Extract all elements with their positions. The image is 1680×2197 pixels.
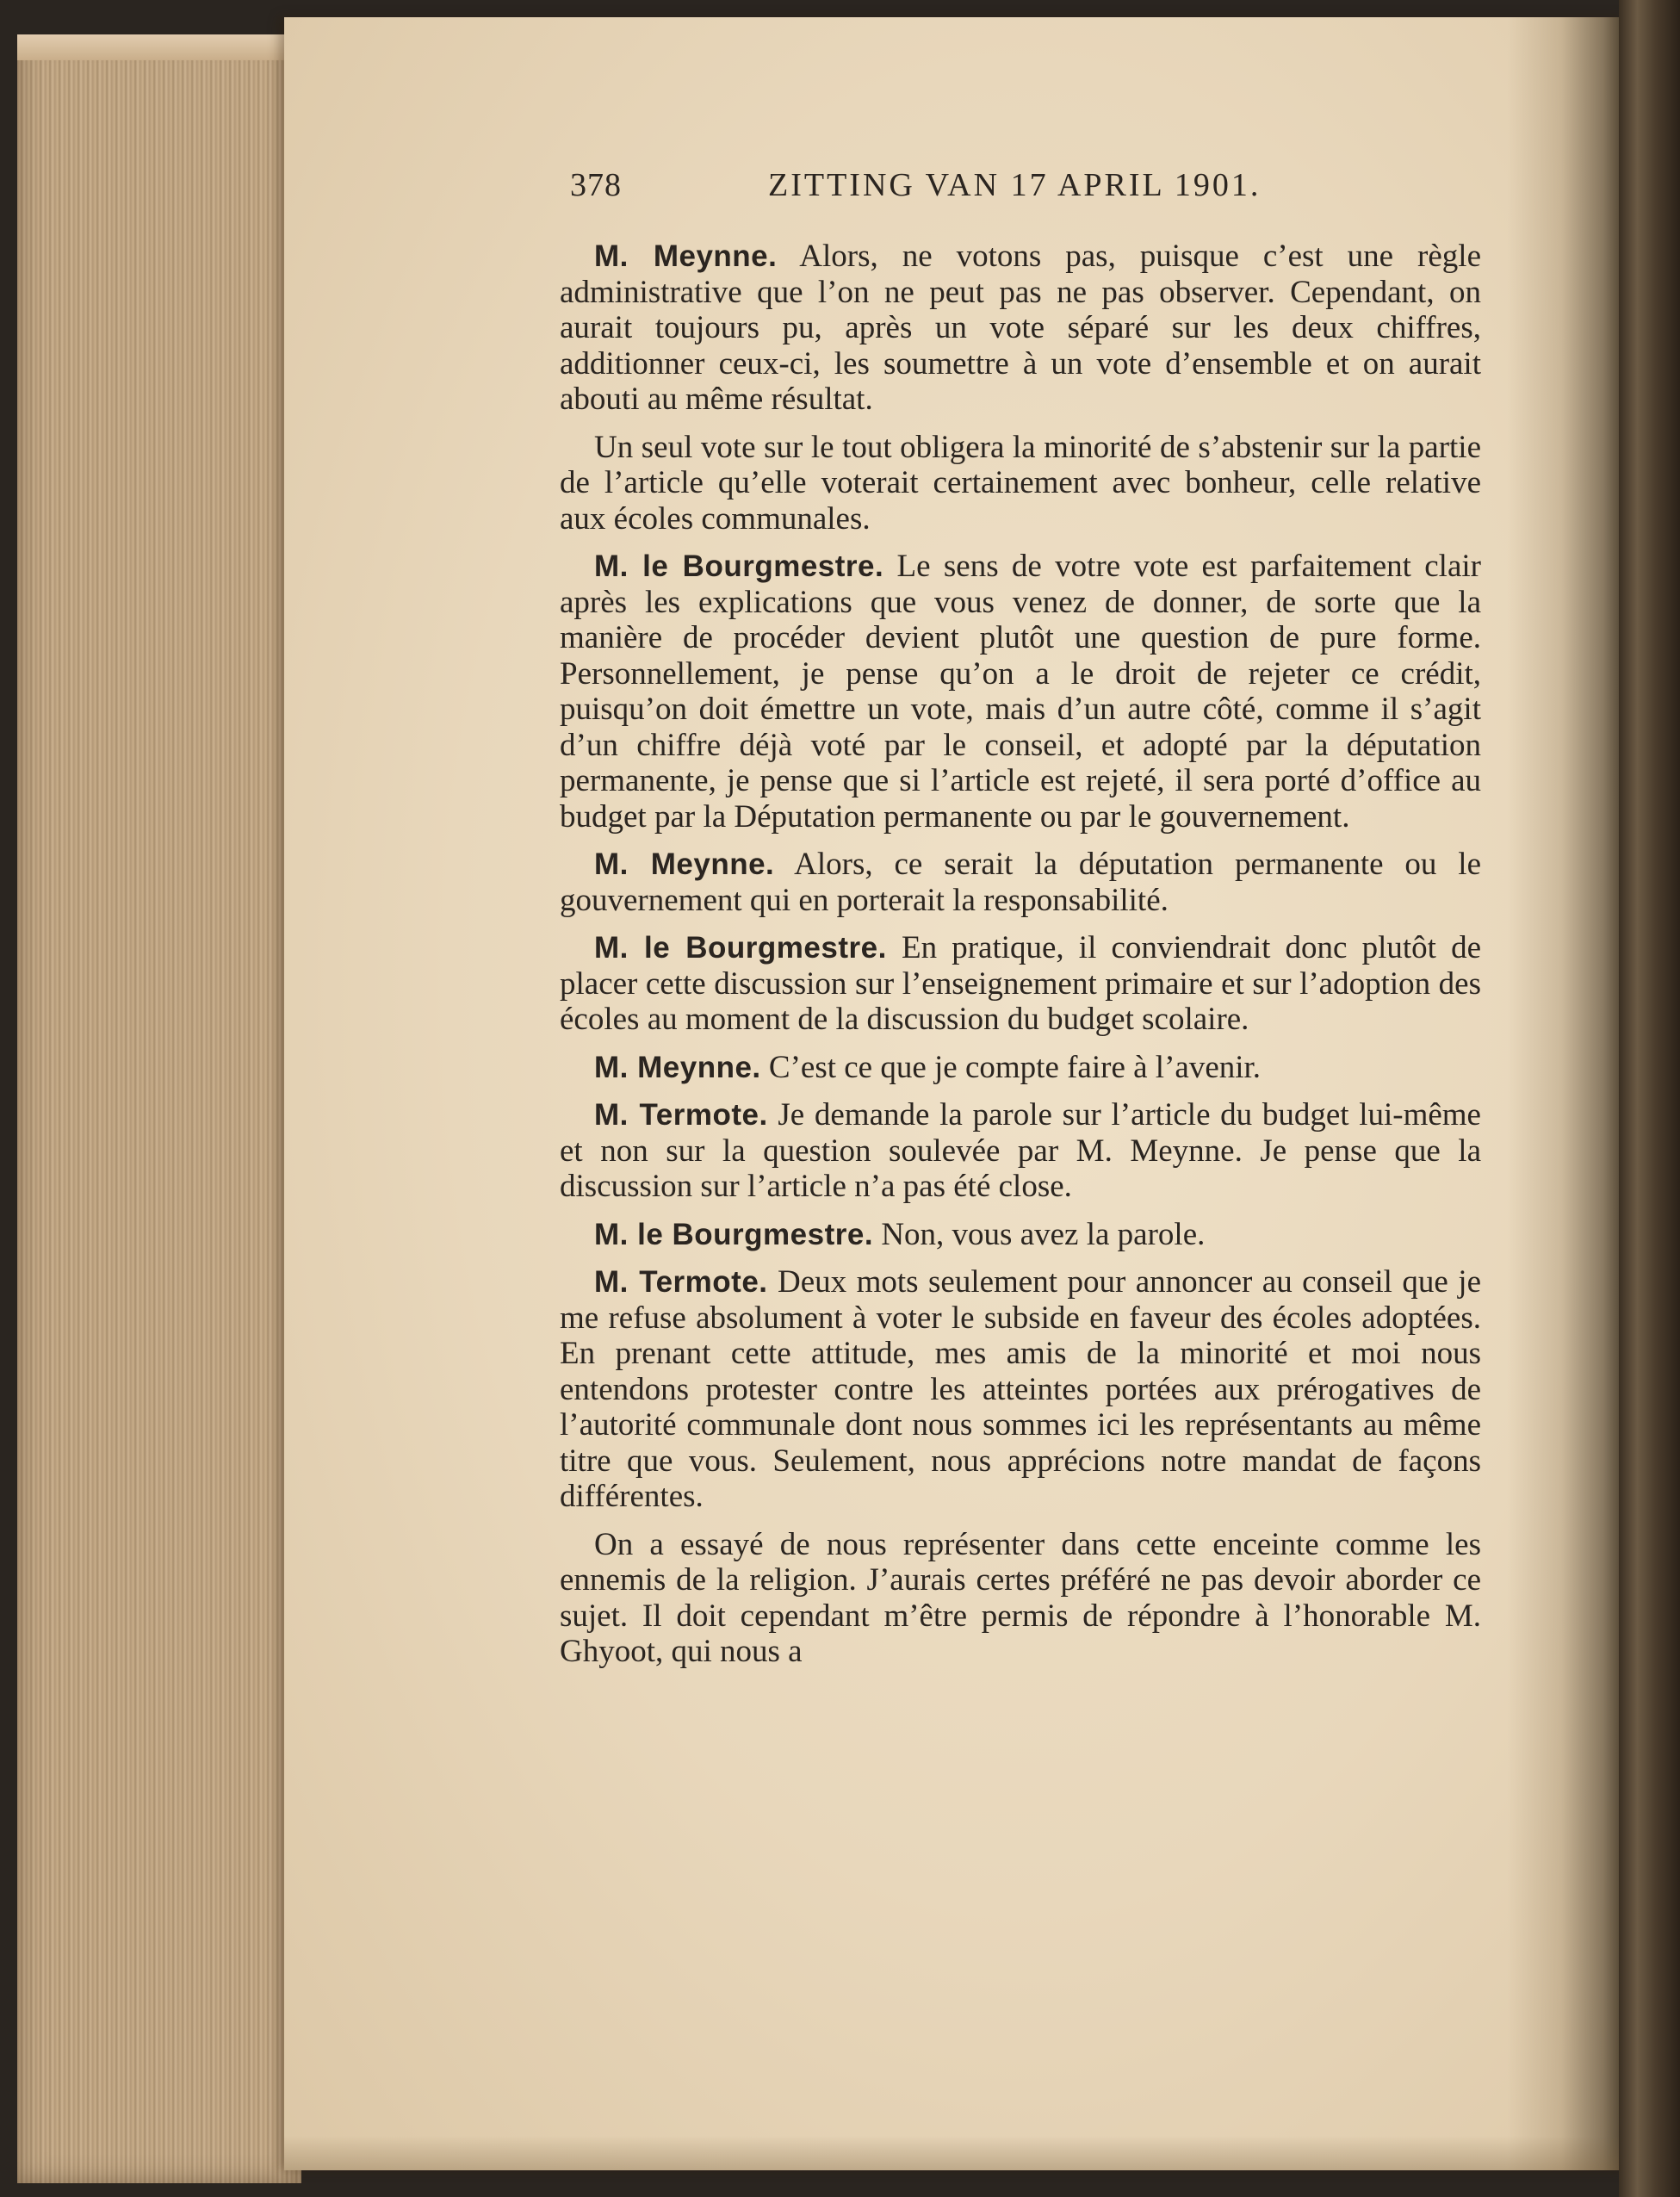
speaker-name: M. Termote.: [594, 1098, 768, 1132]
paragraph-text: Non, vous avez la parole.: [873, 1216, 1206, 1252]
running-head: [560, 168, 1481, 208]
page-stack-top-edge: [17, 34, 301, 60]
paragraph: [560, 930, 1481, 1038]
paragraph-text: Le sens de votre vote est parfaitement clair après les explications que vous venez de donner, de sorte que la manière de procéder devient plutôt une question de pure forme. Personnellement, je pense qu’on a le droit de rejeter ce crédit, puisqu’on doit émettre un vote, mais d’un autre côté, comme il s’agit d’un chiffre déjà voté par le conseil, et adopté par la députation permanente, je pense que si l’article est rejeté, il sera porté d’office au budget par la Députation permanente ou par le gouvernement.: [560, 549, 1481, 835]
paragraph: [560, 549, 1481, 835]
paragraph-text: Un seul vote sur le tout obligera la minorité de s’abstenir sur la partie de l’article qu’elle voterait certainement avec bonheur, celle relative aux écoles communales.: [560, 429, 1481, 537]
paragraph-text: Alors, ce serait la députation permanente ou le gouvernement qui en porterait la responsabilité.: [560, 847, 1482, 918]
page-text-column: [560, 168, 1481, 1682]
page-number: 378: [570, 167, 622, 203]
speaker-name: M. Meynne.: [594, 847, 775, 881]
paragraph: [560, 1050, 1481, 1086]
facing-page-edge: [1619, 0, 1680, 2197]
paragraph-text: C’est ce que je compte faire à l’avenir.: [760, 1049, 1262, 1085]
paragraph: [560, 430, 1481, 537]
paragraph-text: On a essayé de nous représenter dans cette enceinte comme les ennemis de la religion. J’aurais certes préféré ne pas devoir aborder ce sujet. Il doit cependant m’être permis de répondre à l’honorable M. Ghyoot, qui nous a: [560, 1526, 1481, 1669]
speaker-name: M. Termote.: [594, 1265, 768, 1299]
speaker-name: M. Meynne.: [594, 1050, 761, 1084]
paragraph: [560, 1217, 1481, 1253]
speaker-name: M. Meynne.: [594, 239, 778, 273]
paragraph: [560, 1264, 1481, 1515]
binding-gutter-shadow: [1507, 17, 1627, 2170]
paragraph-text: Deux mots seulement pour annoncer au conseil que je me refuse absolument à voter le subside en faveur des écoles adoptées. En prenant cette attitude, mes amis de la minorité et moi nous entendons protester contre les atteintes portées aux prérogatives de l’autorité communale dont nous sommes ici les représentants au même titre que vous. Seulement, nous apprécions notre mandat de façons différentes.: [560, 1264, 1481, 1514]
paragraph: [560, 1527, 1481, 1670]
paragraph-text: En pratique, il conviendrait donc plutôt de placer cette discussion sur l’enseignement primaire et sur l’adoption des écoles au moment de la discussion du budget scolaire.: [560, 930, 1482, 1037]
paragraph: [560, 1097, 1481, 1205]
page-stack-edges: [17, 34, 301, 2183]
session-title: ZITTING VAN 17 APRIL 1901.: [768, 167, 1262, 203]
speaker-name: M. le Bourgmestre.: [594, 549, 884, 583]
paragraph-text: Je demande la parole sur l’article du budget lui-même et non sur la question soulevée par M. Meynne. Je pense que la discussion sur l’article n’a pas été close.: [560, 1097, 1481, 1204]
paragraph: [560, 239, 1481, 418]
paragraph-text: Alors, ne votons pas, puisque c’est une règle administrative que l’on ne peut pas ne pas observer. Cependant, on aurait toujours pu, après un vote séparé sur les deux chiffres, additionner ceux-ci, les soumettre à un vote d’ensemble et on aurait abouti au même résultat.: [560, 239, 1481, 417]
paragraph: [560, 847, 1481, 918]
speaker-name: M. le Bourgmestre.: [594, 1217, 874, 1251]
speaker-name: M. le Bourgmestre.: [594, 931, 887, 965]
page-bottom-shadow: [284, 2136, 1627, 2170]
